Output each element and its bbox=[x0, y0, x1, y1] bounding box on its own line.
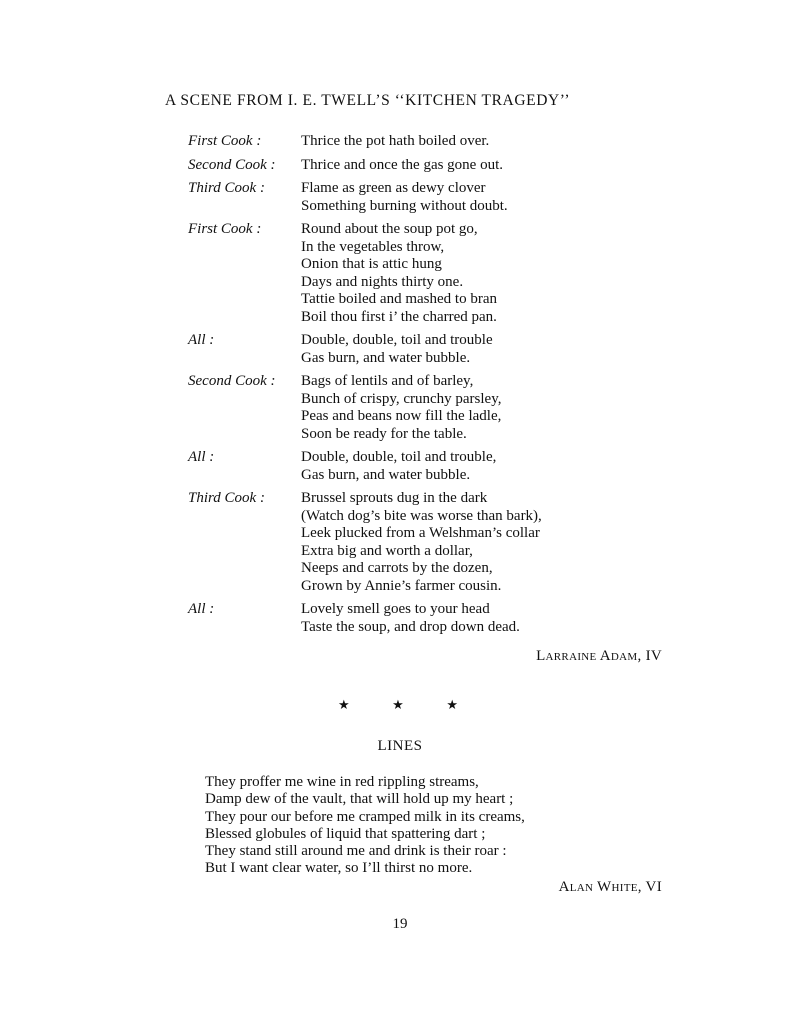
verse-line: Bags of lentils and of barley, bbox=[301, 373, 474, 389]
verse-line: (Watch dog’s bite was worse than bark), bbox=[301, 507, 542, 524]
verse-block bbox=[301, 133, 668, 151]
verse-block bbox=[301, 221, 668, 326]
speaker-label: First Cook : bbox=[188, 221, 262, 237]
verse-line: Neeps and carrots by the dozen, bbox=[301, 560, 493, 576]
verse-line: Boil thou first i’ the charred pan. bbox=[301, 308, 497, 325]
verse-line: Peas and beans now fill the ladle, bbox=[301, 408, 502, 424]
speaker-label: All : bbox=[188, 601, 215, 617]
play-entry bbox=[188, 157, 668, 175]
section-divider bbox=[338, 697, 458, 713]
verse-line: Gas burn, and water bubble. bbox=[301, 349, 471, 366]
verse-line: Flame as green as dewy clover bbox=[301, 180, 486, 196]
verse-line: Lovely smell goes to your head bbox=[301, 601, 490, 617]
page-title: A SCENE FROM I. E. TWELL’S ‘‘KITCHEN TRAGEDY’’ bbox=[165, 92, 571, 109]
poem-title: LINES bbox=[377, 738, 423, 754]
verse-block bbox=[301, 180, 668, 215]
speaker-label: Second Cook : bbox=[188, 373, 276, 389]
speaker-label: All : bbox=[188, 332, 215, 348]
star-icon: ★ bbox=[392, 697, 404, 712]
verse-block bbox=[301, 332, 668, 367]
play-entry bbox=[188, 601, 668, 636]
verse-line: Bunch of crispy, crunchy parsley, bbox=[301, 390, 502, 407]
star-icon: ★ bbox=[446, 697, 458, 712]
speaker-label: Third Cook : bbox=[188, 180, 265, 196]
verse-line: Brussel sprouts dug in the dark bbox=[301, 490, 488, 506]
verse-line: Taste the soup, and drop down dead. bbox=[301, 618, 520, 635]
poem-line: They proffer me wine in red rippling streams, bbox=[205, 774, 479, 790]
verse-block bbox=[301, 157, 668, 175]
verse-line: Soon be ready for the table. bbox=[301, 425, 467, 442]
verse-line: Thrice and once the gas gone out. bbox=[301, 156, 504, 173]
poem-line: Damp dew of the vault, that will hold up my heart ; bbox=[205, 791, 514, 808]
author-signature-1: Larraine Adam, IV bbox=[536, 648, 662, 664]
verse-line: Days and nights thirty one. bbox=[301, 273, 464, 290]
verse-line: Onion that is attic hung bbox=[301, 256, 442, 272]
speaker-label: Second Cook : bbox=[188, 156, 276, 173]
verse-line: Double, double, toil and trouble bbox=[301, 332, 493, 348]
play-entry bbox=[188, 449, 668, 484]
verse-block bbox=[301, 601, 668, 636]
poem-line: Blessed globules of liquid that spattering dart ; bbox=[205, 825, 486, 842]
verse-block bbox=[301, 449, 668, 484]
verse-line: Thrice the pot hath boiled over. bbox=[301, 133, 490, 149]
verse-block bbox=[301, 373, 668, 443]
speaker-label: All : bbox=[188, 449, 215, 465]
play-script bbox=[188, 133, 668, 642]
play-entry bbox=[188, 373, 668, 443]
poem-line: But I want clear water, so I’ll thirst no more. bbox=[205, 860, 473, 877]
verse-line: Something burning without doubt. bbox=[301, 197, 508, 214]
verse-block bbox=[301, 490, 668, 595]
verse-line: Extra big and worth a dollar, bbox=[301, 542, 473, 559]
poem-line: They stand still around me and drink is their roar : bbox=[205, 843, 507, 860]
verse-line: Tattie boiled and mashed to bran bbox=[301, 291, 497, 307]
verse-line: Leek plucked from a Welshman’s collar bbox=[301, 525, 540, 541]
speaker-label: First Cook : bbox=[188, 133, 262, 149]
author-signature-2: Alan White, VI bbox=[558, 879, 662, 895]
page-number: 19 bbox=[392, 916, 408, 932]
verse-line: In the vegetables throw, bbox=[301, 238, 445, 255]
play-entry bbox=[188, 133, 668, 151]
verse-line: Double, double, toil and trouble, bbox=[301, 449, 497, 465]
speaker-label: Third Cook : bbox=[188, 490, 265, 506]
play-entry bbox=[188, 490, 668, 595]
play-entry bbox=[188, 180, 668, 215]
verse-line: Round about the soup pot go, bbox=[301, 221, 478, 237]
poem-body bbox=[205, 774, 525, 878]
play-entry bbox=[188, 221, 668, 326]
poem-line: They pour our before me cramped milk in its creams, bbox=[205, 808, 525, 825]
verse-line: Grown by Annie’s farmer cousin. bbox=[301, 577, 502, 594]
play-entry bbox=[188, 332, 668, 367]
verse-line: Gas burn, and water bubble. bbox=[301, 466, 471, 483]
star-icon: ★ bbox=[338, 697, 350, 712]
